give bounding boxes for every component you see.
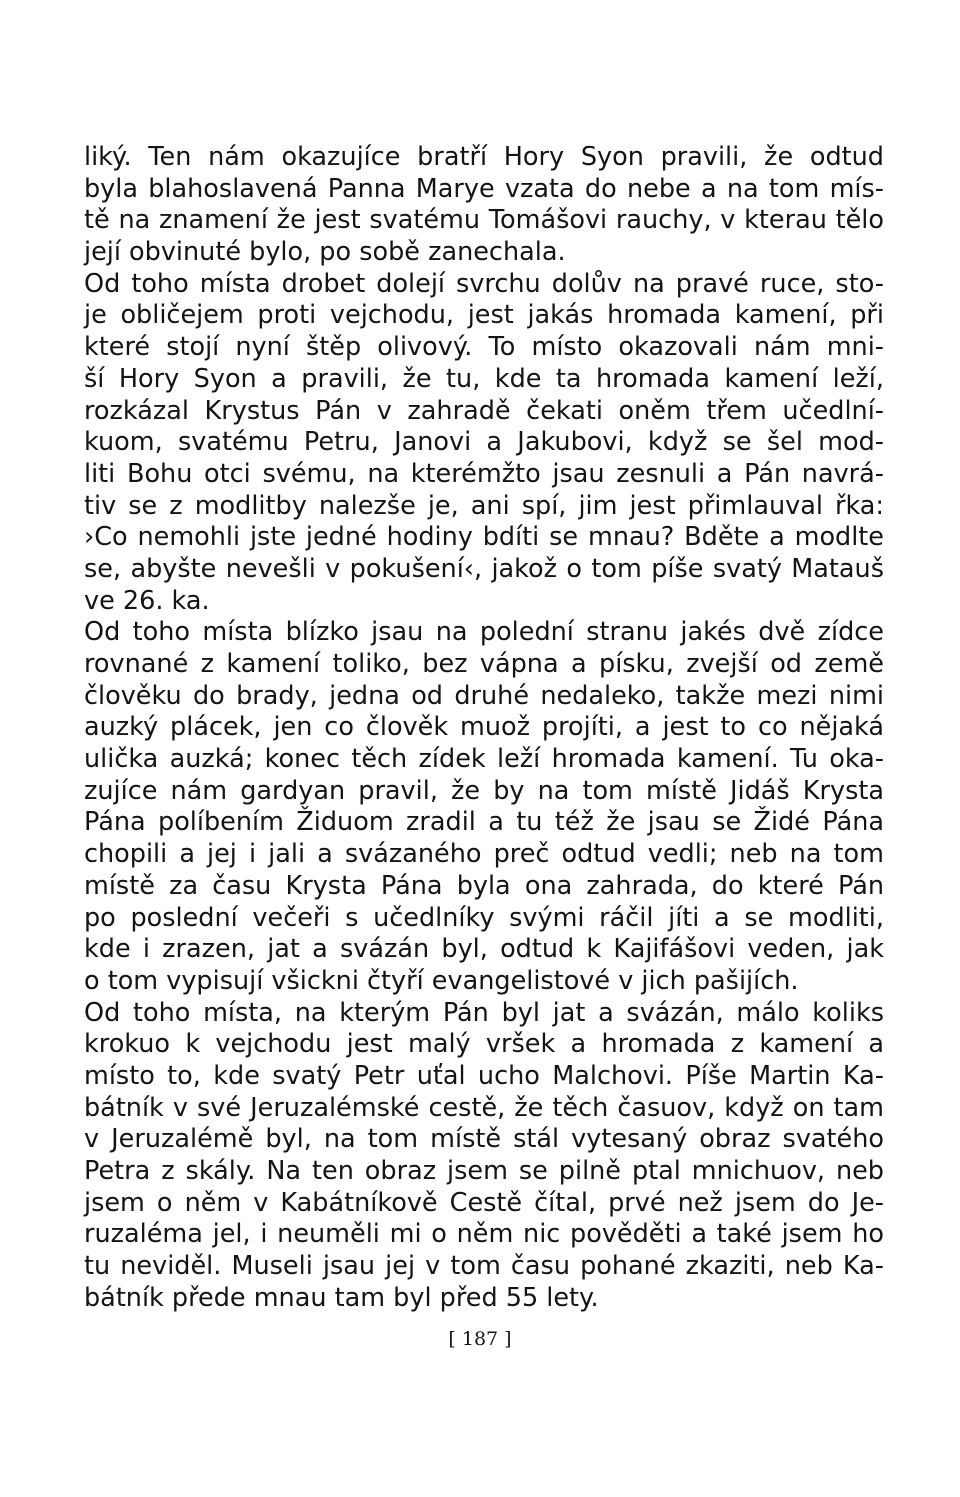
text-line: kde i zrazen, jat a svázán byl, odtud k Kajifášovi veden, jak xyxy=(84,934,884,965)
paragraph xyxy=(84,998,884,1315)
text-line: ve 26. ka. xyxy=(84,585,210,616)
text-line: po poslední večeři s učedlníky svými ráčil jíti a se modliti, xyxy=(84,902,884,933)
text-line: byla blahoslavená Panna Marye vzata do nebe a na tom mís- xyxy=(84,173,884,204)
text-line: rovnané z kamení toliko, bez vápna a písku, zvejší od země xyxy=(84,649,884,679)
body-text xyxy=(84,142,884,1314)
text-line: tiv se z modlitby nalezše je, ani spí, jim jest přimlauval řka: xyxy=(84,490,884,521)
text-line: ulička auzká; konec těch zídek leží hromada kamení. Tu oka- xyxy=(84,744,884,775)
text-line: chopili a jej i jali a svázaného preč odtud vedli; neb na tom xyxy=(84,839,884,870)
paragraph xyxy=(84,269,884,618)
text-line: tu neviděl. Museli jsau jej v tom času pohané zkaziti, neb Ka- xyxy=(84,1251,884,1282)
text-line: krokuo k vejchodu jest malý vršek a hromada z kamení a xyxy=(84,1029,884,1060)
text-line: Od toho místa drobet dolejí svrchu dolův na pravé ruce, sto- xyxy=(84,268,884,299)
text-line: bátník přede mnau tam byl před 55 lety. xyxy=(84,1282,599,1313)
text-line: ›Co nemohli jste jedné hodiny bdíti se mnau? Bděte a modlte xyxy=(84,522,884,553)
text-line: liký. Ten nám okazujíce bratří Hory Syon pravili, že odtud xyxy=(84,142,884,172)
text-line: bátník v své Jeruzalémské cestě, že těch časuov, když on tam xyxy=(84,1092,884,1123)
text-line: které stojí nyní štěp olivový. To místo okazovali nám mni- xyxy=(84,332,884,363)
page-number: [ 187 ] xyxy=(448,1328,512,1350)
text-line: v Jeruzalémě byl, na tom místě stál vytesaný obraz svatého xyxy=(84,1124,884,1155)
text-line: rozkázal Krystus Pán v zahradě čekati oněm třem učedlní- xyxy=(84,395,884,426)
paragraph xyxy=(84,617,884,997)
text-line: ší Hory Syon a pravili, že tu, kde ta hromada kamení leží, xyxy=(84,363,884,394)
text-line: tě na znamení že jest svatému Tomášovi rauchy, v kterau tělo xyxy=(84,205,884,236)
text-line: je obličejem proti vejchodu, jest jakás hromada kamení, při xyxy=(84,300,884,331)
text-line: ruzaléma jel, i neuměli mi o něm nic pověděti a také jsem ho xyxy=(84,1219,884,1250)
text-line: Od toho místa, na kterým Pán byl jat a svázán, málo koliks xyxy=(84,997,884,1028)
text-line: Petra z skály. Na ten obraz jsem se pilně ptal mnichuov, neb xyxy=(84,1156,884,1186)
text-line: liti Bohu otci svému, na kterémžto jsau zesnuli a Pán navrá- xyxy=(84,458,884,489)
text-line: její obvinuté bylo, po sobě zanechala. xyxy=(84,237,566,268)
paragraph xyxy=(84,142,884,269)
text-line: Pána políbením Židuom zradil a tu též že jsau se Židé Pána xyxy=(84,807,884,838)
text-line: místě za času Krysta Pána byla ona zahrada, do které Pán xyxy=(84,870,884,901)
text-line: se, abyšte nevešli v pokušení‹, jakož o tom píše svatý Matauš xyxy=(84,553,884,584)
text-line: auzký plácek, jen co člověk muož projíti, a jest to co nějaká xyxy=(84,712,884,743)
text-line: kuom, svatému Petru, Janovi a Jakubovi, když se šel mod- xyxy=(84,427,884,458)
text-line: o tom vypisují všickni čtyří evangelistové v jich pašijích. xyxy=(84,965,799,996)
text-line: zujíce nám gardyan pravil, že by na tom místě Jidáš Krysta xyxy=(84,775,884,806)
text-line: Od toho místa blízko jsau na polední stranu jakés dvě zídce xyxy=(84,617,884,648)
text-line: místo to, kde svatý Petr uťal ucho Malchovi. Píše Martin Ka- xyxy=(84,1060,884,1091)
text-line: jsem o něm v Kabátníkově Cestě čítal, prvé než jsem do Je- xyxy=(84,1187,884,1218)
text-line: člověku do brady, jedna od druhé nedaleko, takže mezi nimi xyxy=(84,680,884,711)
